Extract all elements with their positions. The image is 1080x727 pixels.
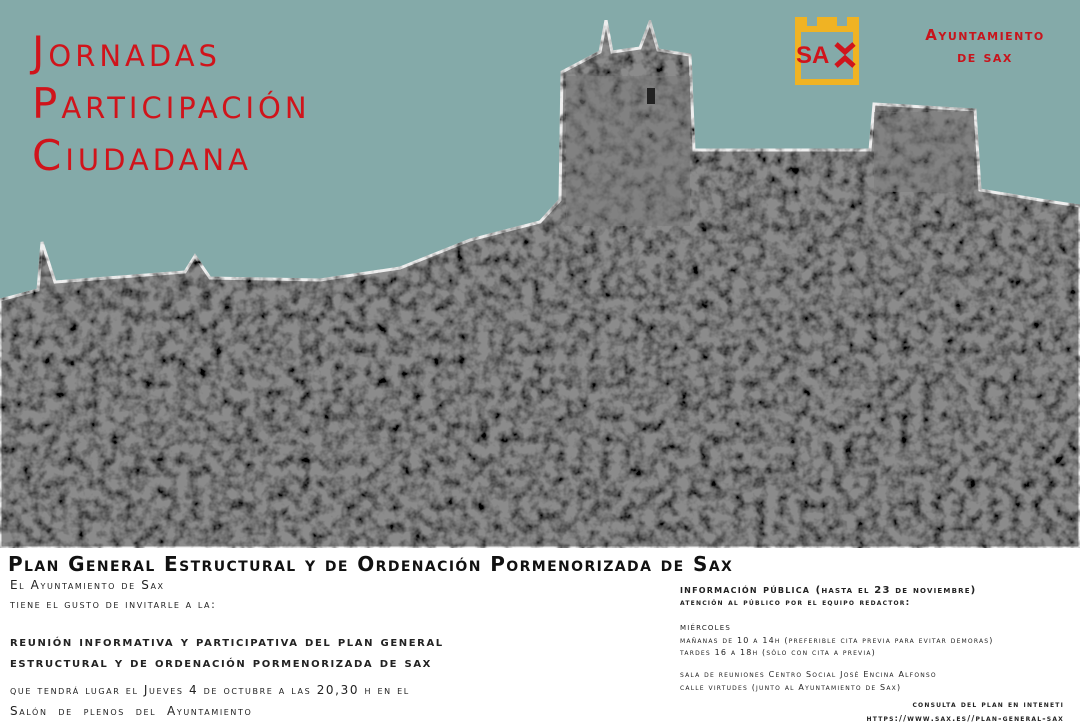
meeting-line: reunión informativa y participativa del plan general [10, 634, 444, 650]
org-line: Ayuntamiento [925, 26, 1045, 44]
svg-text:SA: SA [796, 42, 830, 69]
event-title [32, 26, 311, 182]
meeting-when: que tendrá lugar el Jueves 4 de octubre a las 20,30 h en el [10, 683, 410, 697]
title-line: Participación [32, 79, 311, 128]
title-line: Ciudadana [32, 131, 252, 180]
plan-title: Plan General Estructural y de Ordenación Pormenorizada de Sax [8, 552, 734, 576]
sax-logo [792, 14, 864, 88]
meeting-title [10, 632, 444, 674]
meeting-where: Salón de plenos del Ayuntamiento [10, 704, 253, 718]
castle-tower [566, 76, 690, 226]
venue-line: sala de reuniones Centro Social José Encina Alfonso [680, 670, 937, 679]
title-line: Jornadas [32, 27, 221, 76]
day-label: miércoles [680, 622, 732, 633]
invite-line-2: tiene el gusto de invitarle a la: [10, 598, 217, 611]
plan-url-link[interactable]: https://www.sax.es//plan-general-sax [866, 714, 1064, 723]
attention-line: atención al público por el equipo redactor: [680, 598, 911, 608]
info-panel [0, 548, 1080, 727]
meeting-line: estructural y de ordenación pormenorizada de sax [10, 655, 432, 671]
online-label: consulta del plan en inteneti [912, 700, 1064, 709]
castle-wall [874, 112, 974, 192]
info-until: (hasta el 23 de noviembre) [815, 585, 977, 596]
meeting-details [10, 680, 410, 722]
venue-address: calle virtudes (junto al Ayuntamiento de Sax) [680, 683, 902, 692]
organization-name [895, 24, 1075, 68]
morning-hours: mañanas de 10 a 14h (preferible cita previa para evitar demoras) [680, 636, 994, 645]
invite-line-1: El Ayuntamiento de Sax [10, 578, 165, 592]
org-line: de sax [957, 48, 1013, 66]
afternoon-hours: tardes 16 a 18h (sólo con cita a previa) [680, 648, 876, 657]
tower-window [647, 88, 655, 104]
info-heading: información pública [680, 582, 811, 596]
